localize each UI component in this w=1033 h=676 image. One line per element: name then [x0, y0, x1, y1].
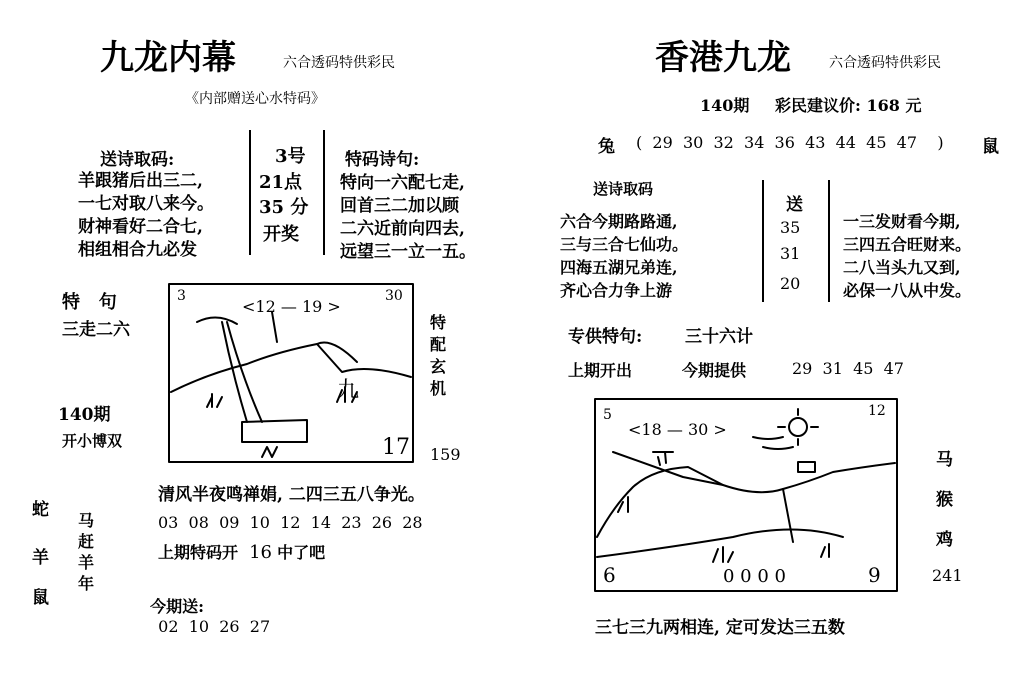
left-gift-note: 《内部赠送心水特码》	[185, 91, 325, 107]
left-send-poem-label: 送诗取码:	[100, 150, 175, 170]
today-send-values: 02 10 26 27	[158, 617, 271, 636]
left-subtitle: 六合透码特供彩民	[283, 55, 395, 71]
side-char: 马	[936, 450, 953, 470]
sketch-bottom-right: 9	[868, 563, 881, 587]
side-char: 机	[430, 379, 447, 398]
sketch-range: <12 — 19 >	[242, 297, 341, 316]
poem-line: 羊跟猪后出三二,	[78, 171, 203, 191]
side-char: 鸡	[936, 530, 953, 550]
send-box	[762, 180, 830, 302]
special-poem-label: 特码诗句:	[345, 150, 420, 170]
draw-time: 21点	[259, 172, 303, 193]
left-side-number: 159	[430, 445, 461, 464]
sketch-top-left: 3	[177, 288, 186, 304]
zodiac-char: 赶	[78, 532, 95, 551]
right-sketch-svg	[593, 397, 899, 593]
side-char: 特	[430, 313, 447, 332]
send-number: 31	[780, 244, 801, 263]
right-sketch	[593, 397, 899, 593]
zodiac-rat-right: 鼠	[982, 137, 999, 157]
send-number: 20	[780, 274, 801, 293]
poem-line: 一七对取八来今。	[78, 194, 214, 214]
last-special	[158, 540, 325, 563]
right-numbers-row: ( 29 30 32 34 36 43 44 45 47 )	[636, 133, 944, 152]
special-poem	[340, 172, 476, 264]
poem-line: 远望三一立一五。	[340, 242, 476, 262]
left-title: 九龙内幕	[100, 38, 236, 78]
today-send	[140, 575, 270, 636]
right-subtitle: 六合透码特供彩民	[829, 55, 941, 71]
poem-line: 回首三二加以顾	[340, 196, 459, 216]
poem-line: 六合今期路路通,	[560, 212, 678, 231]
right-title: 香港九龙	[655, 38, 791, 78]
last-special-label: 上期特码开	[158, 543, 239, 562]
poem-line: 财神看好二合七,	[78, 217, 203, 237]
send-number: 35	[780, 218, 801, 237]
sketch-top-right: 30	[385, 288, 403, 304]
send-label: 送	[786, 195, 803, 215]
left-poem-line: 清风半夜鸣禅娟, 二四三五八争光。	[158, 485, 425, 505]
right-poem-left	[560, 210, 688, 302]
poem-line: 二八当头九又到,	[843, 258, 961, 277]
zodiac-right-col	[78, 510, 94, 594]
draw-open: 开奖	[263, 224, 299, 245]
poem-line: 二六近前向四去,	[340, 219, 465, 239]
poem-line: 三与三合七仙功。	[560, 235, 689, 254]
poem-line: 相组相合九必发	[78, 240, 197, 260]
left-issue: 140期	[58, 405, 111, 425]
zodiac-char: 马	[78, 511, 95, 530]
poem-line: 三四五合旺财来。	[843, 235, 972, 254]
today-label: 今期提供	[682, 361, 747, 380]
sketch-top-left: 5	[603, 407, 612, 423]
right-special-phrase: 三十六计	[685, 327, 753, 347]
right-price: 彩民建议价: 168 元	[775, 96, 922, 115]
sketch-top-right: 12	[868, 403, 886, 419]
zodiac-rat: 鼠	[32, 588, 49, 608]
right-poem-right	[843, 210, 971, 302]
right-bottom-poem: 三七三九两相连, 定可发达三五数	[595, 618, 845, 638]
special-phrase-label: 特 句	[62, 292, 117, 313]
zodiac-goat: 羊	[32, 548, 49, 568]
small-big-pair: 开小博双	[62, 432, 123, 450]
left-numbers-line: 03 08 09 10 12 14 23 26 28	[158, 513, 423, 532]
poem-line: 四海五湖兄弟连,	[560, 258, 678, 277]
left-send-poem	[78, 170, 214, 262]
right-side-vertical	[936, 440, 953, 560]
left-sketch	[167, 282, 415, 464]
right-issue: 140期	[700, 96, 750, 115]
zodiac-char: 年	[78, 574, 95, 593]
right-special-phrase-label: 专供特句:	[568, 327, 643, 347]
side-char: 玄	[430, 357, 447, 376]
sketch-mid-char: 九	[337, 378, 360, 403]
sketch-range: <18 — 30 >	[628, 420, 727, 439]
special-phrase: 三走二六	[62, 320, 130, 340]
right-send-poem-label: 送诗取码	[593, 180, 654, 198]
zodiac-rabbit: 兔	[598, 137, 615, 157]
draw-minute: 35 分	[259, 197, 309, 218]
poem-line: 特向一六配七走,	[340, 173, 465, 193]
sketch-bottom-left: 6	[603, 563, 616, 587]
left-side-vertical	[430, 312, 446, 400]
poem-line: 必保一八从中发。	[843, 281, 972, 300]
last-special-value: 16	[249, 542, 273, 563]
last-special-tail: 中了吧	[277, 543, 326, 562]
right-side-number: 241	[932, 566, 963, 585]
zodiac-snake: 蛇	[32, 500, 49, 520]
sketch-bottom-right: 17	[382, 435, 410, 460]
zodiac-char: 羊	[78, 553, 95, 572]
draw-info-box	[249, 130, 325, 255]
today-send-label: 今期送:	[150, 597, 205, 616]
side-char: 配	[430, 335, 447, 354]
poem-line: 齐心合力争上游	[560, 281, 673, 300]
side-char: 猴	[936, 490, 953, 510]
last-open-label: 上期开出	[568, 361, 633, 380]
today-numbers: 29 31 45 47	[792, 359, 904, 378]
poem-line: 一三发财看今期,	[843, 212, 961, 231]
draw-number: 3号	[275, 146, 306, 167]
sketch-digits: 0 0 0 0	[723, 566, 786, 587]
left-sketch-svg	[167, 282, 415, 464]
